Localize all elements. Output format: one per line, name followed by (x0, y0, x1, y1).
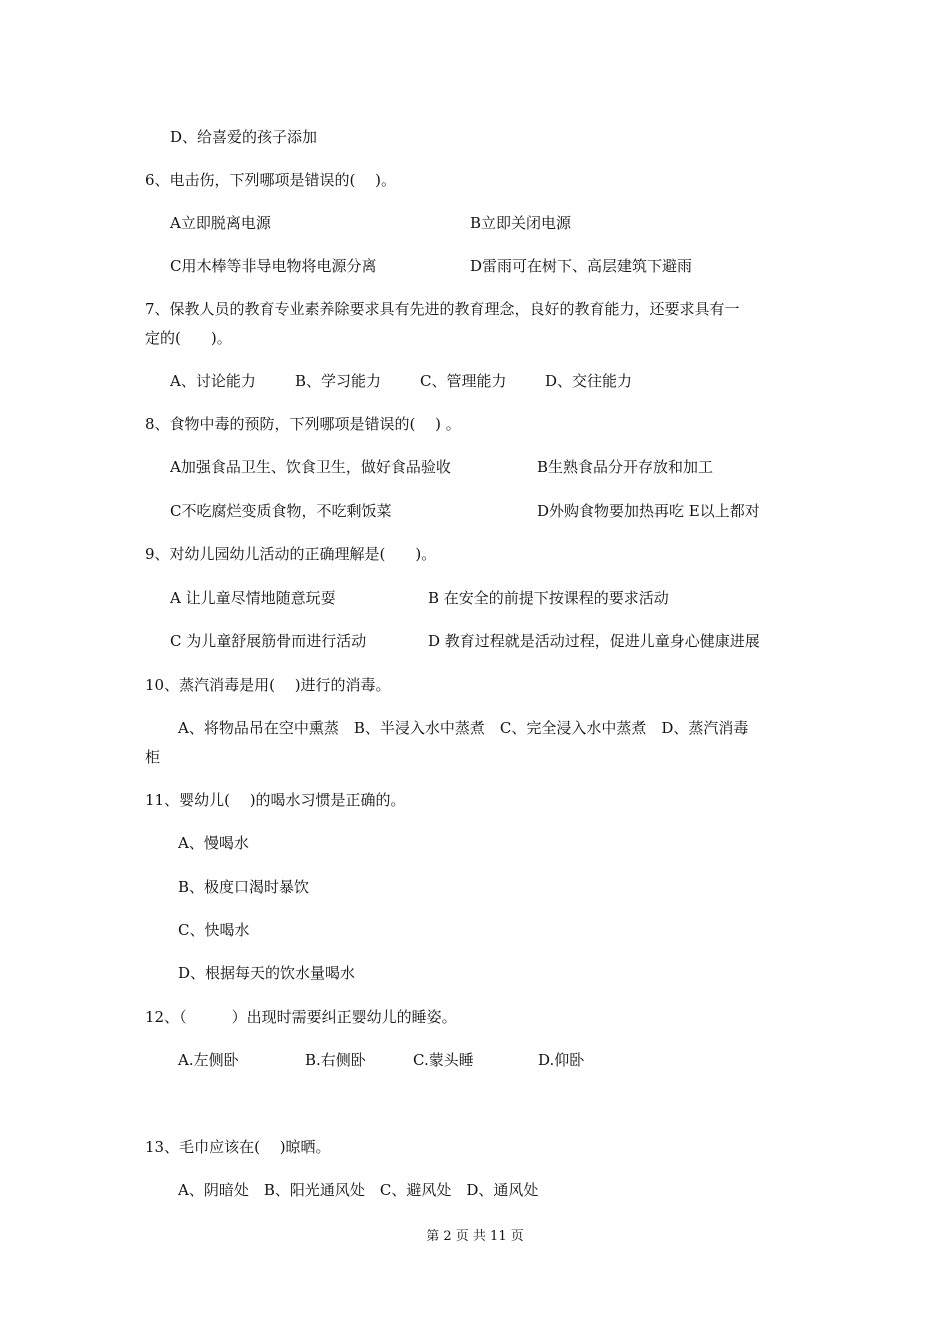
q6-option-a: A立即脱离电源 (170, 214, 271, 232)
q10-options-wrap: 柜 (145, 748, 161, 766)
q9-option-d: D 教育过程就是活动过程，促进儿童身心健康进展 (428, 632, 760, 650)
q8-option-c: C不吃腐烂变质食物，不吃剩饭菜 (170, 502, 392, 520)
q7-question-line2: 定的( )。 (145, 329, 232, 347)
q7-question-line1: 7、保教人员的教育专业素养除要求具有先进的教育理念，良好的教育能力，还要求具有一 (145, 300, 740, 318)
q9-option-c: C 为儿童舒展筋骨而进行活动 (170, 632, 367, 650)
q6-question: 6、电击伤，下列哪项是错误的( )。 (145, 171, 397, 189)
q10-question: 10、蒸汽消毒是用( )进行的消毒。 (145, 676, 391, 694)
q6-option-d: D雷雨可在树下、高层建筑下避雨 (470, 257, 693, 275)
q8-option-a: A加强食品卫生、饮食卫生，做好食品验收 (170, 458, 451, 476)
q9-option-b: B 在安全的前提下按课程的要求活动 (428, 589, 669, 607)
q11-option-b: B、极度口渴时暴饮 (178, 878, 310, 896)
q12-option-b: B.右侧卧 (305, 1051, 366, 1069)
q7-option-a: A、讨论能力 (170, 372, 256, 390)
q8-option-b: B生熟食品分开存放和加工 (537, 458, 714, 476)
q11-option-c: C、快喝水 (178, 921, 250, 939)
q11-option-a: A、慢喝水 (178, 834, 249, 852)
q7-option-d: D、交往能力 (545, 372, 633, 390)
q9-option-a: A 让儿童尽情地随意玩耍 (170, 589, 336, 607)
page-footer: 第 2 页 共 11 页 (426, 1229, 524, 1244)
q9-question: 9、对幼儿园幼儿活动的正确理解是( )。 (145, 545, 437, 563)
q10-options: A、将物品吊在空中熏蒸 B、半浸入水中蒸煮 C、完全浸入水中蒸煮 D、蒸汽消毒 (178, 719, 749, 737)
q13-question: 13、毛巾应该在( )晾晒。 (145, 1138, 331, 1156)
q11-option-d: D、根据每天的饮水量喝水 (178, 964, 356, 982)
q12-option-c: C.蒙头睡 (413, 1051, 474, 1069)
q11-question: 11、婴幼儿( )的喝水习惯是正确的。 (145, 791, 406, 809)
q8-question: 8、食物中毒的预防，下列哪项是错误的( ) 。 (145, 415, 461, 433)
q12-option-d: D.仰卧 (538, 1051, 585, 1069)
q6-option-c: C用木棒等非导电物将电源分离 (170, 257, 377, 275)
q7-option-c: C、管理能力 (420, 372, 507, 390)
q6-option-b: B立即关闭电源 (470, 214, 572, 232)
q13-options: A、阴暗处 B、阳光通风处 C、避风处 D、通风处 (178, 1181, 539, 1199)
q12-option-a: A.左侧卧 (178, 1051, 239, 1069)
q12-question: 12、（ ）出现时需要纠正婴幼儿的睡姿。 (145, 1008, 457, 1026)
q5-option-d: D、给喜爱的孩子添加 (170, 128, 318, 146)
q8-option-d-e: D外购食物要加热再吃 E以上都对 (537, 502, 760, 520)
q7-option-b: B、学习能力 (295, 372, 382, 390)
